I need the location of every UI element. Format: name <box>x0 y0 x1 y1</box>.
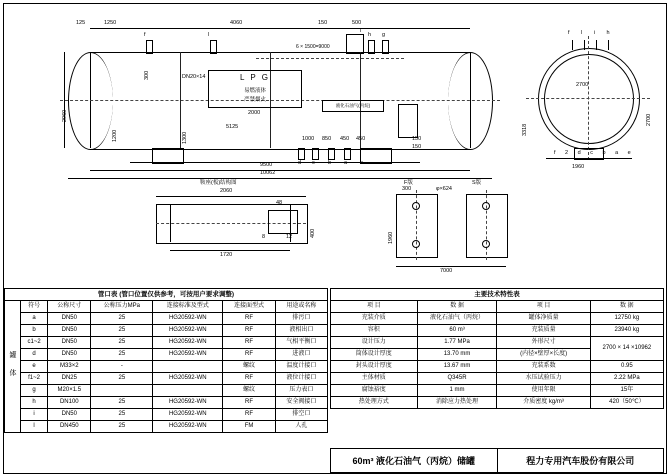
callout-f: f <box>144 32 146 38</box>
warning-label-2: 严禁烟火 <box>243 97 266 103</box>
table-row <box>331 325 664 337</box>
head-inner-circle <box>544 54 634 144</box>
cell: 液相出口 <box>275 325 327 337</box>
cell: f1~2 <box>21 373 48 385</box>
cell: 进液口 <box>275 349 327 361</box>
cell: HG20592-WN <box>153 421 223 433</box>
cell: 23940 kg <box>590 325 663 337</box>
dim-150a: 150 <box>412 136 422 142</box>
medium-plate: 液化石油气(丙烷) <box>322 100 384 112</box>
nozzle-th-3: 连接标准及型式 <box>153 301 223 313</box>
cell: RF <box>223 409 275 421</box>
dim-500: 500 <box>352 20 362 26</box>
callout-l: l <box>208 32 210 38</box>
cell: 13.70 mm <box>417 349 497 361</box>
cell: - <box>91 361 153 373</box>
tank-end-view <box>516 18 662 170</box>
table-row <box>5 409 328 421</box>
end-base-line <box>546 158 632 159</box>
base-dim-line <box>396 266 506 267</box>
cell: 螺纹 <box>223 361 275 373</box>
nozzle-table-title: 管口表 (管口位置仅供参考，可按用户要求调整) <box>5 289 328 301</box>
cell: RF <box>223 313 275 325</box>
cell: RF <box>223 325 275 337</box>
base-center-right <box>486 190 487 260</box>
callout-c: c <box>312 160 315 166</box>
dim-2960: 2960 <box>62 109 68 122</box>
cell: 420（50℃） <box>590 397 663 409</box>
nozzle-c-bottom <box>312 148 319 160</box>
cell: d <box>21 349 48 361</box>
cell: 1 mm <box>417 385 497 397</box>
cell: M33×2 <box>48 361 91 373</box>
cell: 排空口 <box>275 409 327 421</box>
cell: HG20592-WN <box>153 325 223 337</box>
cell: 25 <box>91 337 153 349</box>
end-dim-3318: 3318 <box>522 123 528 136</box>
cell: e <box>21 361 48 373</box>
cell: 容积 <box>331 325 418 337</box>
end-nozzle-f <box>572 40 573 50</box>
cell: h <box>21 397 48 409</box>
nozzle-d-bottom <box>298 148 305 160</box>
callout-h: h <box>368 32 372 38</box>
cell: 螺纹 <box>223 385 275 397</box>
table-row <box>331 313 664 325</box>
saddle-section-view <box>262 196 322 256</box>
table-row <box>5 349 328 361</box>
base-caption-b: S版 <box>472 180 482 186</box>
internal-pipe <box>256 58 404 59</box>
spec-th-2: 项 目 <box>497 301 590 313</box>
callout-e: e <box>360 160 364 166</box>
dim-150-top: 150 <box>318 20 328 26</box>
table-row <box>5 373 328 385</box>
cell: 60 m³ <box>417 325 497 337</box>
nozzle-table <box>4 288 328 433</box>
table-row <box>5 337 328 349</box>
cell: 热处理方式 <box>331 397 418 409</box>
cell: 25 <box>91 325 153 337</box>
cell: 水压试验压力 <box>497 373 590 385</box>
saddle-dim-2060: 2060 <box>220 188 233 194</box>
nozzle-th-0: 符号 <box>21 301 48 313</box>
dim-850: 850 <box>322 136 332 142</box>
end-dim-2700: 2700 <box>646 113 652 126</box>
dim-line-bottom-1 <box>90 170 470 171</box>
dim-1250: 1250 <box>104 20 117 26</box>
spec-th-0: 项 目 <box>331 301 418 313</box>
nozzle-a-bottom <box>344 148 351 160</box>
cell: 液化石油气（丙烷） <box>417 313 497 325</box>
nozzle-th-4: 连接面型式 <box>223 301 275 313</box>
cell: DN50 <box>48 349 91 361</box>
base-dim-1960: 1960 <box>388 231 394 244</box>
base-hole-2 <box>412 240 420 248</box>
cell: 外形尺寸 <box>497 337 590 349</box>
title-block-right: 程力专用汽车股份有限公司 <box>497 449 664 473</box>
cell: HG20592-WN <box>153 397 223 409</box>
nozzle-th-1: 公称尺寸 <box>48 301 91 313</box>
nozzle-l-top <box>210 40 217 54</box>
cell <box>153 385 223 397</box>
dim-1000: 1000 <box>302 136 315 142</box>
table-row <box>5 325 328 337</box>
cell: 12750 kg <box>590 313 663 325</box>
base-hole-3 <box>482 202 490 210</box>
callout-g: g <box>382 32 386 38</box>
title-block-left: 60m³ 液化石油气（丙烷）储罐 <box>331 449 498 473</box>
table-row <box>331 385 664 397</box>
base-center-left <box>416 190 417 260</box>
table-row <box>5 397 328 409</box>
nozzle-th-2: 公称压力MPa <box>91 301 153 313</box>
cell: HG20592-WN <box>153 409 223 421</box>
pipe-span-label: 6 × 1500=9000 <box>296 44 330 50</box>
dim-line-top <box>90 28 470 29</box>
end-nozzle-i <box>596 40 597 50</box>
section-block <box>268 210 298 234</box>
cell: DN450 <box>48 421 91 433</box>
base-plan-view <box>380 178 580 282</box>
cell: a <box>21 313 48 325</box>
end-dim-1960: 1960 <box>572 164 585 170</box>
dim-1200: 1200 <box>112 129 118 142</box>
callout-d: d <box>298 160 302 166</box>
cell: DN50 <box>48 337 91 349</box>
saddle-dim-400: 400 <box>310 228 316 238</box>
dim-125: 125 <box>76 20 86 26</box>
cell: 气相平衡口 <box>275 337 327 349</box>
cell: 排污口 <box>275 313 327 325</box>
nozzle-table-side-label: 罐 体 <box>5 301 21 433</box>
section-dim-48: 48 <box>276 200 283 206</box>
dim-450a: 450 <box>340 136 350 142</box>
weld-seam-1 <box>180 52 181 148</box>
section-dim-12: 12 <box>286 234 293 240</box>
cell: 设计压力 <box>331 337 418 349</box>
cell: g <box>21 385 48 397</box>
cell: HG20592-WN <box>153 313 223 325</box>
callout-i: i <box>360 28 362 34</box>
dim-9500: 9500 <box>260 162 273 168</box>
lpg-plate <box>208 70 302 108</box>
cell: 2.22 MPa <box>590 373 663 385</box>
base-line <box>130 162 420 163</box>
base-caption-a: F版 <box>404 180 413 186</box>
cell: 0.95 <box>590 361 663 373</box>
table-row <box>331 337 664 349</box>
table-row <box>5 313 328 325</box>
cell: 充装介质 <box>331 313 418 325</box>
nozzle-g-top <box>382 40 389 54</box>
callout-b: b <box>328 160 332 166</box>
cell: c1~2 <box>21 337 48 349</box>
base-dim-7000: 7000 <box>440 268 453 274</box>
cell: DN50 <box>48 409 91 421</box>
dim-2000: 2000 <box>248 110 261 116</box>
spec-table <box>330 288 664 409</box>
cell: 充装系数 <box>497 361 590 373</box>
nozzle-h-top <box>368 40 375 54</box>
cell: RF <box>223 349 275 361</box>
section-dim-8: 8 <box>262 234 266 240</box>
cell: 25 <box>91 349 153 361</box>
cell: i <box>21 409 48 421</box>
cell: 25 <box>91 409 153 421</box>
manhole-top <box>346 34 364 54</box>
spec-th-3: 数 据 <box>590 301 663 313</box>
end-callouts-top: f l i h <box>568 30 615 36</box>
dim-150b: 150 <box>412 144 422 150</box>
cell: 人孔 <box>275 421 327 433</box>
cell: HG20592-WN <box>153 373 223 385</box>
cell: 1.77 MPa <box>417 337 497 349</box>
dim-4060: 4060 <box>230 20 243 26</box>
cell: M20×1.5 <box>48 385 91 397</box>
dim-5125: 5125 <box>226 124 239 130</box>
cell: 25 <box>91 313 153 325</box>
dim-10062: 10062 <box>260 170 276 176</box>
base-dim-phi: φ×624 <box>436 186 452 192</box>
nozzle-th-5: 用途或名称 <box>275 301 327 313</box>
cell: RF <box>223 397 275 409</box>
saddle-caption: 鞍座(板)结构图 <box>200 180 237 186</box>
base-dim-300: 300 <box>402 186 412 192</box>
end-callouts-bottom: f 2 d c b a e <box>554 150 635 156</box>
cell: 腐蚀裕度 <box>331 385 418 397</box>
base-hole-4 <box>482 240 490 248</box>
cell: 介质密度 kg/m³ <box>497 397 590 409</box>
cell: DN50 <box>48 313 91 325</box>
saddle-rib-1 <box>170 204 171 242</box>
spec-table-title: 主要技术特性表 <box>331 289 664 301</box>
head-centerline-v <box>588 36 589 160</box>
dim-line-left <box>64 52 65 148</box>
cell: b <box>21 325 48 337</box>
table-row <box>331 361 664 373</box>
tank-elevation-view <box>60 18 520 176</box>
title-block <box>330 448 664 473</box>
table-row <box>5 385 328 397</box>
cell: 25 <box>91 373 153 385</box>
cell: 25 <box>91 397 153 409</box>
cell: FM <box>223 421 275 433</box>
table-row <box>5 361 328 373</box>
cell: 主体材质 <box>331 373 418 385</box>
dim-1300: 1300 <box>182 131 188 144</box>
cell: HG20592-WN <box>153 349 223 361</box>
table-row <box>331 397 664 409</box>
base-hole-1 <box>412 202 420 210</box>
end-nozzle-h <box>608 40 609 50</box>
cell: 安全阀接口 <box>275 397 327 409</box>
cell: DN50 <box>48 325 91 337</box>
cell: (内径×壁厚×长度) <box>497 349 590 361</box>
dim-450b: 450 <box>356 136 366 142</box>
nozzle-note: DN20×14 <box>182 74 206 80</box>
cell: 温度计接口 <box>275 361 327 373</box>
cell: RF <box>223 373 275 385</box>
cell: RF <box>223 337 275 349</box>
cell: 15年 <box>590 385 663 397</box>
table-row <box>5 421 328 433</box>
cell: 13.67 mm <box>417 361 497 373</box>
cell: 2700 × 14 ×10962 <box>590 337 663 361</box>
nozzle-b-bottom <box>328 148 335 160</box>
cell: 液位计接口 <box>275 373 327 385</box>
saddle-dim-1720: 1720 <box>220 252 233 258</box>
nozzle-f-top <box>146 40 153 54</box>
dim-300: 300 <box>144 70 150 80</box>
cell: HG20592-WN <box>153 337 223 349</box>
cell: l <box>21 421 48 433</box>
cell: 封头设计厚度 <box>331 361 418 373</box>
end-nozzle-l <box>584 40 585 50</box>
cell: 充装质量 <box>497 325 590 337</box>
cell: DN25 <box>48 373 91 385</box>
end-dim-center: 2700 <box>576 82 589 88</box>
spec-th-1: 数 据 <box>417 301 497 313</box>
cell: 筒体设计厚度 <box>331 349 418 361</box>
cell: DN100 <box>48 397 91 409</box>
lpg-label: L P G <box>239 73 270 82</box>
cell: 消除应力热处理 <box>417 397 497 409</box>
warning-label-1: 易燃液体 <box>243 88 266 94</box>
level-gauge <box>398 104 418 138</box>
cell: 罐体净质量 <box>497 313 590 325</box>
callout-a: a <box>344 160 348 166</box>
cell: Q345R <box>417 373 497 385</box>
cell: 压力表口 <box>275 385 327 397</box>
cell: 使用年限 <box>497 385 590 397</box>
cell: 25 <box>91 421 153 433</box>
table-row <box>331 373 664 385</box>
cell <box>153 361 223 373</box>
cell <box>91 385 153 397</box>
